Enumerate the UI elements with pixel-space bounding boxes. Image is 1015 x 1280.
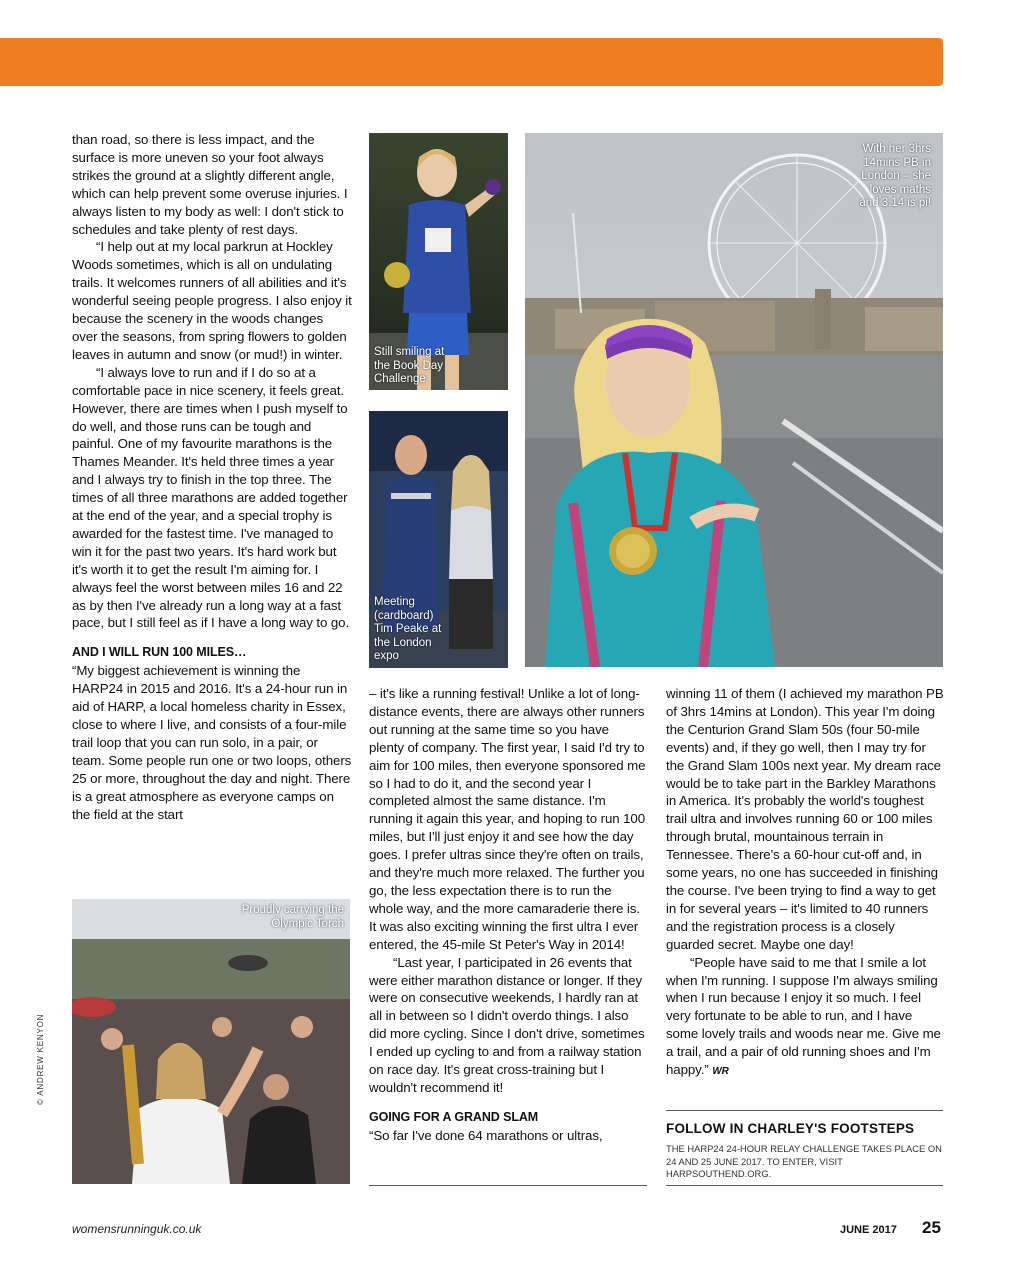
photo-olympic-torch [72,899,350,1184]
column-3 [666,685,944,1081]
col2-paragraph: “Last year, I participated in 26 events that were either marathon distance or longer. If they were on consecutive weekends, I hardly ran at all in between so I didn't overdo things. I also did more cycling. Since I don't drive, sometimes I ended up cycling to and from a railway station on race day. It's great cross-training but I wouldn't recommend it! [369,954,645,1095]
footer-website-link[interactable]: womensrunninguk.co.uk [72,1222,202,1236]
top-banner [0,38,943,86]
wr-signoff-logo: WR [712,1066,729,1078]
column-2 [369,685,647,1145]
caption-london: With her 3hrs 14mins PB in London – she loves maths and 3.14 is pi! [859,143,931,209]
col1-paragraph: “My biggest achievement is winning the HARP24 in 2015 and 2016. It's a 24-hour run in aid of HARP, a local homeless charity in Essex, close to where I live, and consists of a four-mile trail loop that you can run solo, in a pair, or team. Some people run one or two loops, others 25 or more, throughout the day and night. There is a great atmosphere as everyone camps on the field at the start [72,663,352,822]
col1-paragraph: “I help out at my local parkrun at Hockley Woods sometimes, which is all on undulating trails. It welcomes runners of all abilities and it's wonderful seeing people progress. I also enjoy it because the scenery in the woods changes over the seasons, from spring flowers to golden leaves in autumn and snow (or mud!) in winter. [72,239,352,362]
infobox-top-rule [666,1110,943,1111]
column-3-bottom-rule [666,1185,943,1186]
photo-book-day-challenge [369,133,508,390]
col3-paragraph: winning 11 of them (I achieved my marathon PB of 3hrs 14mins at London). This year I'm doing the Centurion Grand Slam 50s (four 50-mile events) and, if they go well, then I may try for the Grand Slam 100s next year. My dream race would be to take part in the Barkley Marathons in America. It's probably the world's toughest trail ultra and involves running 60 or 100 miles through brutal, mountainous terrain in Tennessee. There's a 60-hour cut-off and, in some years, no one has succeeded in finishing the course. I've been trying to find a way to get in for several years – it's limited to 40 runners and the registration process is a closely guarded secret. Maybe one day! [666,686,944,952]
col3-final-text: “People have said to me that I smile a lot when I'm running. I suppose I'm always smiling when I run because I enjoy it so much. I feel very fortunate to be able to run, and I have some lovely trails and woods near me. Give me a trail, and a pair of old running shoes and I'm happy.” [666,954,941,1078]
section-heading-grand-slam: GOING FOR A GRAND SLAM [369,1109,539,1124]
photo-london-marathon [525,133,943,667]
col2-paragraph: “So far I've done 64 marathons or ultras, [369,1127,603,1143]
photo-credit: © ANDREW KENYON [36,1013,45,1105]
col1-paragraph: than road, so there is less impact, and the surface is more uneven so your foot always strikes the ground at a slightly different angle, which can help prevent some overuse injuries. I always listen to my body as well: I don't stick to schedules and take plenty of rest days. [72,132,348,237]
caption-tim-peake: Meeting (cardboard) Tim Peake at the London expo [374,596,442,662]
column-1 [72,131,352,823]
col2-paragraph: – it's like a running festival! Unlike a lot of long-distance events, there are always other runners out running at the same time so you have plenty of company. The first year, I said I'd try to aim for 100 miles, then everyone sponsored me so I had to do it, and the second year I completed almost the same distance. I'm running it again this year, and hoping to run 100 miles, but I'll just enjoy it and see how the day goes. I prefer ultras since they're often on trails, and they're much more relaxed. The further you go, the less expectation there is to run the whole way, and the more camaraderie there is. It was also exciting winning the first ultra I ever entered, the 45-mile St Peter's Way in 2014! [369,686,646,952]
infobox-title: FOLLOW IN CHARLEY'S FOOTSTEPS [666,1121,915,1136]
photo-tim-peake [369,411,508,668]
caption-torch: Proudly carrying the Olympic Torch [241,904,344,930]
infobox-text: THE HARP24 24-HOUR RELAY CHALLENGE TAKES PLACE ON 24 AND 25 JUNE 2017. TO ENTER, VISIT HARPSOUTHEND.ORG. [666,1143,942,1179]
section-heading-100-miles: AND I WILL RUN 100 MILES… [72,645,247,660]
caption-book-day: Still smiling at the Book Day Challenge [374,346,445,385]
page-number: 25 [922,1218,941,1237]
col3-paragraph [666,954,944,1081]
footer-issue-date: JUNE 2017 [840,1224,897,1236]
london-photo-image [525,133,943,667]
col1-paragraph: “I always love to run and if I do so at a comfortable pace in nice scenery, it feels great. However, there are times when I push myself to do well, and those runs can be tough and painful. One of my favourite marathons is the Thames Meander. It's held three times a year and I always try to finish in the top three. The times of all three marathons are added together at the end of the year, and a special trophy is awarded for the fastest time. I've managed to win it for the past two years. It's hard work but it's worth it to get the result I'm aiming for. I always feel the worst between miles 16 and 22 as by then I've already run a long way at a fast pace, but I still feel as if I have a long way to go. [72,364,350,631]
olympic-torch-photo-image [72,899,350,1184]
column-2-bottom-rule [369,1185,647,1186]
